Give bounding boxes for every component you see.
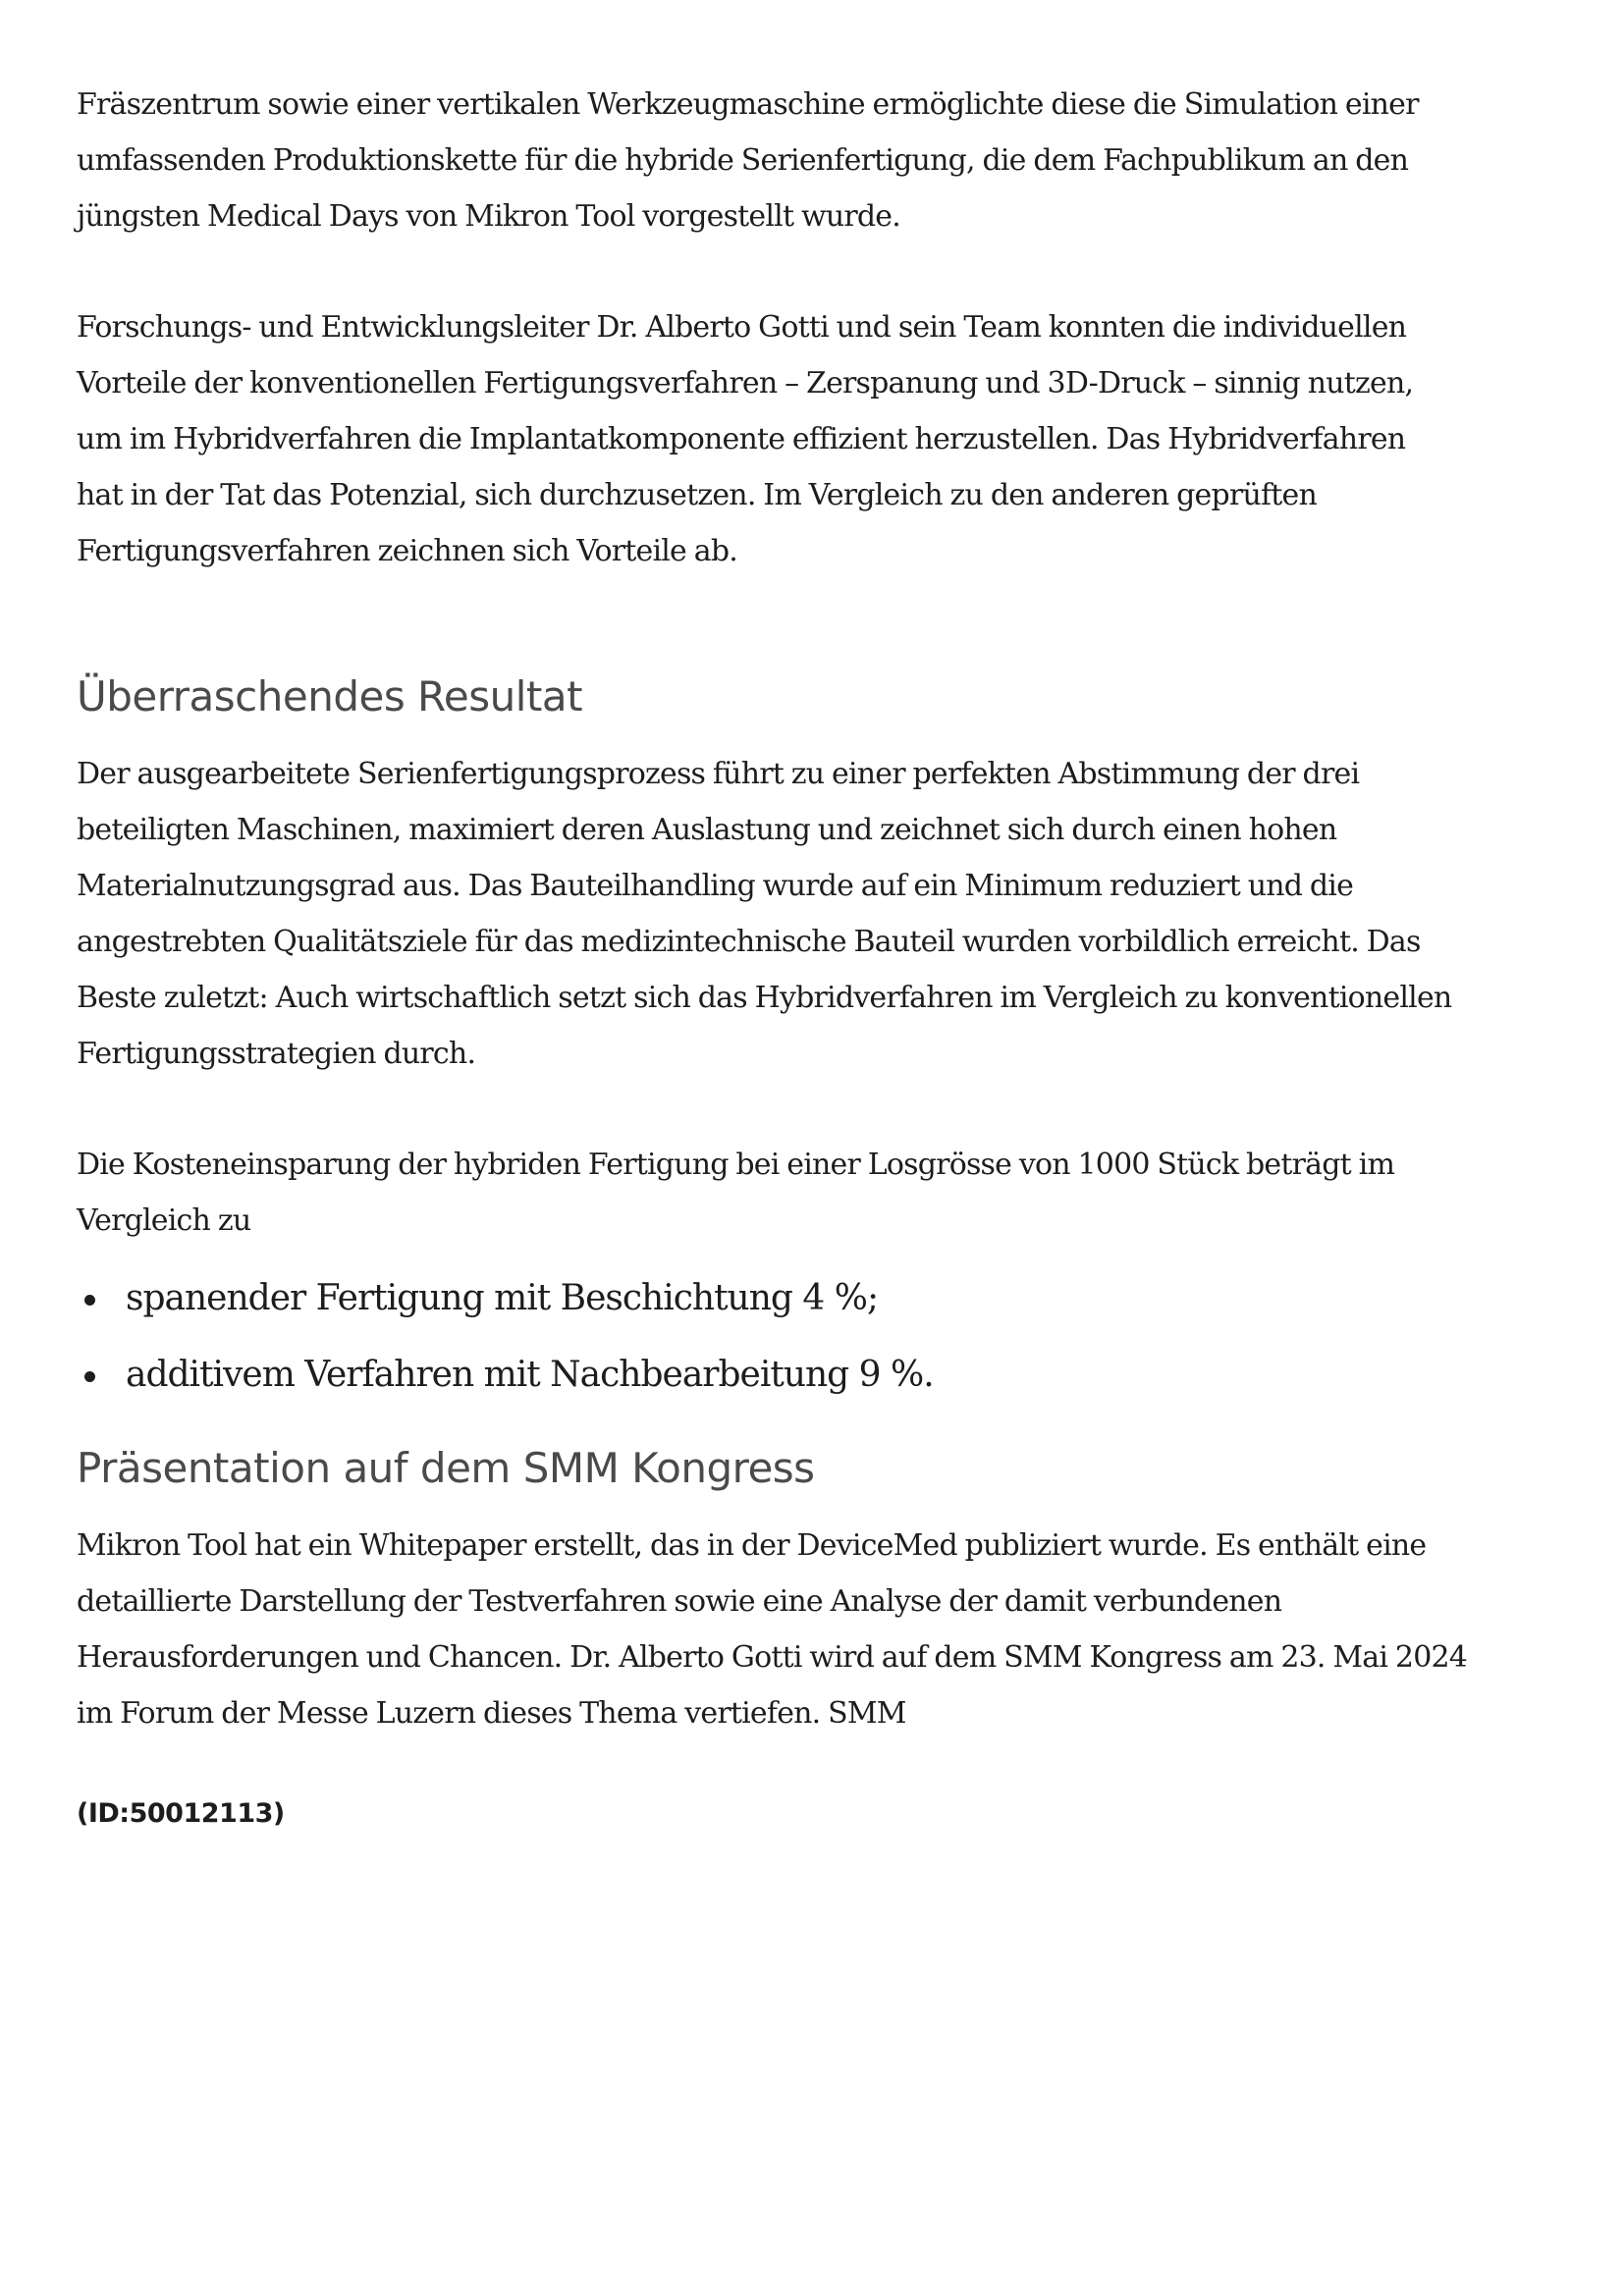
text-line: Herausforderungen und Chancen. Dr. Alberto Gotti wird auf dem SMM Kongress am 23. Mai 2024	[77, 1640, 1468, 1675]
article-page	[77, 77, 1569, 1829]
paragraph-kosten	[77, 1137, 1569, 1249]
savings-list	[77, 1260, 1569, 1414]
text-line: Vergleich zu	[77, 1203, 251, 1238]
text-line: umfassenden Produktionskette für die hybride Serienfertigung, die dem Fachpublikum an den	[77, 143, 1409, 178]
text-line: beteiligten Maschinen, maximiert deren Auslastung und zeichnet sich durch einen hohen	[77, 813, 1337, 847]
paragraph-intro	[77, 77, 1569, 244]
text-line: Beste zuletzt: Auch wirtschaftlich setzt sich das Hybridverfahren im Vergleich zu konventionellen	[77, 981, 1452, 1015]
text-line: Fertigungsverfahren zeichnen sich Vorteile ab.	[77, 534, 737, 568]
text-line: Fertigungsstrategien durch.	[77, 1037, 476, 1071]
text-line: Materialnutzungsgrad aus. Das Bauteilhandling wurde auf ein Minimum reduziert und die	[77, 869, 1354, 903]
text-line: um im Hybridverfahren die Implantatkomponente effizient herzustellen. Das Hybridverfahren	[77, 422, 1406, 456]
list-item-text: additivem Verfahren mit Nachbearbeitung 9 %.	[126, 1355, 934, 1395]
list-item	[77, 1337, 1569, 1414]
bullet-icon	[84, 1371, 95, 1382]
paragraph-resultat	[77, 746, 1569, 1082]
text-line: jüngsten Medical Days von Mikron Tool vorgestellt wurde.	[77, 199, 901, 234]
text-line: Forschungs- und Entwicklungsleiter Dr. Alberto Gotti und sein Team konnten die individuellen	[77, 310, 1407, 345]
list-item-text: spanender Fertigung mit Beschichtung 4 %;	[126, 1278, 879, 1318]
text-line: Die Kosteneinsparung der hybriden Fertigung bei einer Losgrösse von 1000 Stück beträgt im	[77, 1148, 1395, 1182]
paragraph-research	[77, 299, 1569, 579]
text-line: Fräszentrum sowie einer vertikalen Werkzeugmaschine ermöglichte diese die Simulation einer	[77, 87, 1419, 122]
text-line: Mikron Tool hat ein Whitepaper erstellt, das in der DeviceMed publiziert wurde. Es enthält eine	[77, 1528, 1427, 1563]
list-item	[77, 1260, 1569, 1337]
section-heading-resultat: Überraschendes Resultat	[77, 672, 583, 721]
paragraph-praesentation	[77, 1518, 1569, 1741]
text-line: im Forum der Messe Luzern dieses Thema vertiefen. SMM	[77, 1696, 906, 1731]
text-line: angestrebten Qualitätsziele für das medizintechnische Bauteil wurden vorbildlich erreicht. Das	[77, 925, 1421, 959]
text-line: Der ausgearbeitete Serienfertigungsprozess führt zu einer perfekten Abstimmung der drei	[77, 757, 1360, 791]
text-line: detaillierte Darstellung der Testverfahren sowie eine Analyse der damit verbundenen	[77, 1584, 1282, 1619]
text-line: hat in der Tat das Potenzial, sich durchzusetzen. Im Vergleich zu den anderen geprüften	[77, 478, 1318, 512]
text-line: Vorteile der konventionellen Fertigungsverfahren – Zerspanung und 3D-Druck – sinnig nutzen,	[77, 366, 1414, 400]
article-id: (ID:50012113)	[77, 1798, 285, 1829]
bullet-icon	[84, 1295, 95, 1306]
section-heading-praesentation: Präsentation auf dem SMM Kongress	[77, 1444, 815, 1492]
